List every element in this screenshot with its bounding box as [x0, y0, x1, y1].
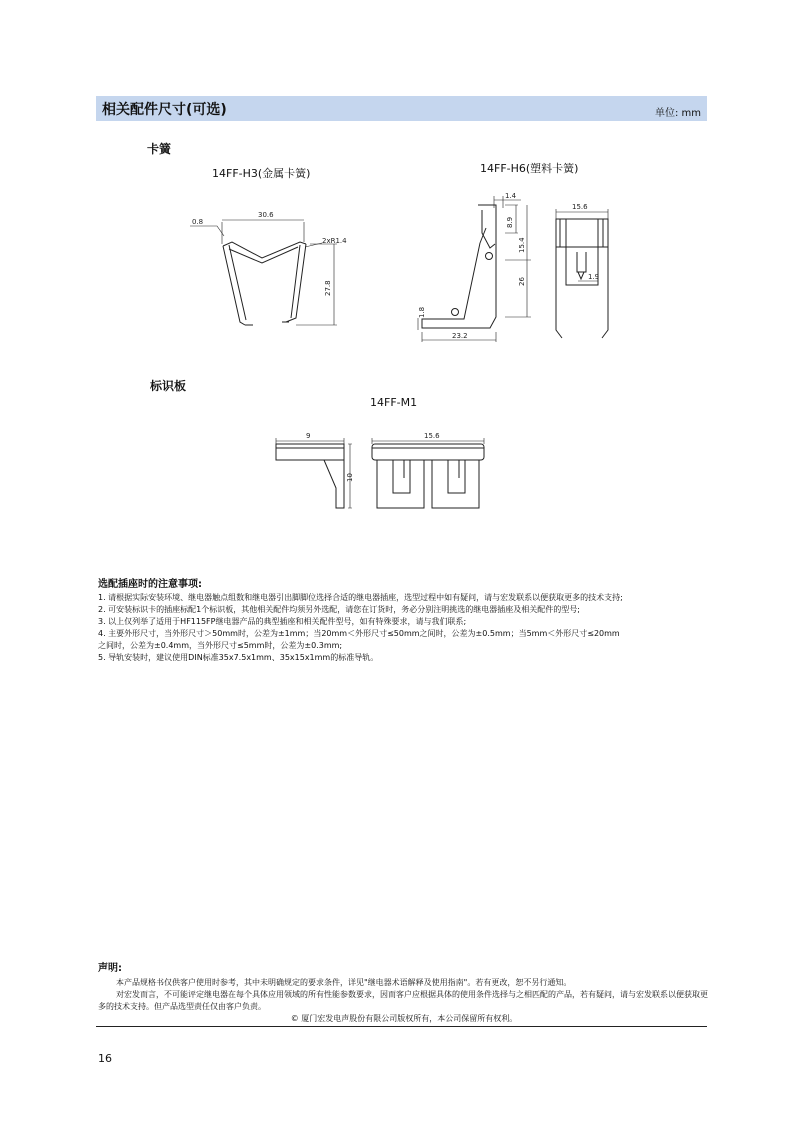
dimension-labels [192, 192, 599, 482]
note-item: 5. 导轨安装时，建议使用DIN标准35x7.5x1mm、35x15x1mm的标准导轨。 [98, 653, 379, 662]
m1-side-drawing [276, 444, 344, 508]
disclaimer-paragraph: 对宏发而言，不可能评定继电器在每个具体应用领域的所有性能参数要求，因而客户应根据具体的使用条件选择与之相匹配的产品，若有疑问，请与宏发联系以便获取更多的技术支持。但产品选型责任仅由客户负责。 [98, 990, 708, 1011]
note-item: 之间时，公差为±0.4mm，当外形尺寸≤5mm时，公差为±0.3mm; [98, 641, 343, 650]
dim-label: 10 [346, 473, 354, 482]
note-item: 4. 主要外形尺寸，当外形尺寸＞50mm时，公差为±1mm；当20mm＜外形尺寸≤50mm之间时，公差为±0.5mm；当5mm＜外形尺寸≤20mm [98, 629, 620, 638]
h3-title: 14FF-H3(金属卡簧) [212, 167, 311, 180]
dim-label: 15.6 [424, 432, 440, 440]
h6-front-dimensions [556, 209, 608, 281]
disclaimer-heading: 声明: [98, 963, 122, 974]
m1-title: 14FF-M1 [370, 396, 418, 409]
dim-label: 27.8 [324, 280, 332, 296]
dim-label: 23.2 [452, 332, 468, 340]
unit-label: 单位: mm [654, 108, 701, 119]
section-title: 相关配件尺寸(可选) [102, 102, 227, 118]
disclaimer-block [98, 963, 710, 1025]
note-item: 2. 可安装标识卡的插座标配1个标识板，其他相关配件均须另外选配，请您在订货时，务必分别注明挑选的继电器插座及相关配件的型号; [98, 605, 580, 614]
h6-title: 14FF-H6(塑料卡簧) [480, 162, 579, 175]
page-number: 16 [98, 1052, 112, 1065]
notes-block [98, 579, 718, 664]
dim-label: 1.9 [588, 273, 600, 281]
h6-side-drawing [422, 205, 496, 328]
h3-dimensions [190, 220, 337, 325]
dim-label: 15.6 [572, 203, 588, 211]
dim-label: 9 [306, 432, 311, 440]
dim-label: 2xR1.4 [322, 237, 347, 245]
dim-label: 26 [518, 277, 526, 286]
dim-label: 8.9 [506, 216, 514, 228]
dim-label: 15.4 [518, 237, 526, 253]
disclaimer-paragraph: 本产品规格书仅供客户使用时参考，其中未明确规定的要求条件，详见"继电器术语解释及使用指南"。若有更改，恕不另行通知。 [116, 978, 572, 987]
note-item: 1. 请根据实际安装环境、继电器触点组数和继电器引出脚脚位选择合适的继电器插座，选型过程中如有疑问，请与宏发联系以便获取更多的技术支持; [98, 593, 623, 602]
dim-label: 0.8 [192, 218, 204, 226]
dim-label: 1.8 [418, 306, 426, 318]
notes-heading: 选配插座时的注意事项: [98, 579, 202, 590]
m1-front-drawing [372, 444, 484, 508]
dim-label: 1.4 [505, 192, 517, 200]
h6-front-drawing [556, 219, 608, 338]
note-item: 3. 以上仅列举了适用于HF115FP继电器产品的典型插座和相关配件型号，如有特殊要求，请与我们联系; [98, 617, 467, 626]
dim-label: 30.6 [258, 211, 274, 219]
footer-divider [96, 1026, 707, 1027]
h3-spring-drawing [223, 242, 306, 325]
spring-section-title: 卡簧 [147, 142, 172, 156]
copyright-line: © 厦门宏发电声股份有限公司版权所有，本公司保留所有权利。 [290, 1014, 518, 1023]
marker-section-title: 标识板 [150, 379, 187, 393]
